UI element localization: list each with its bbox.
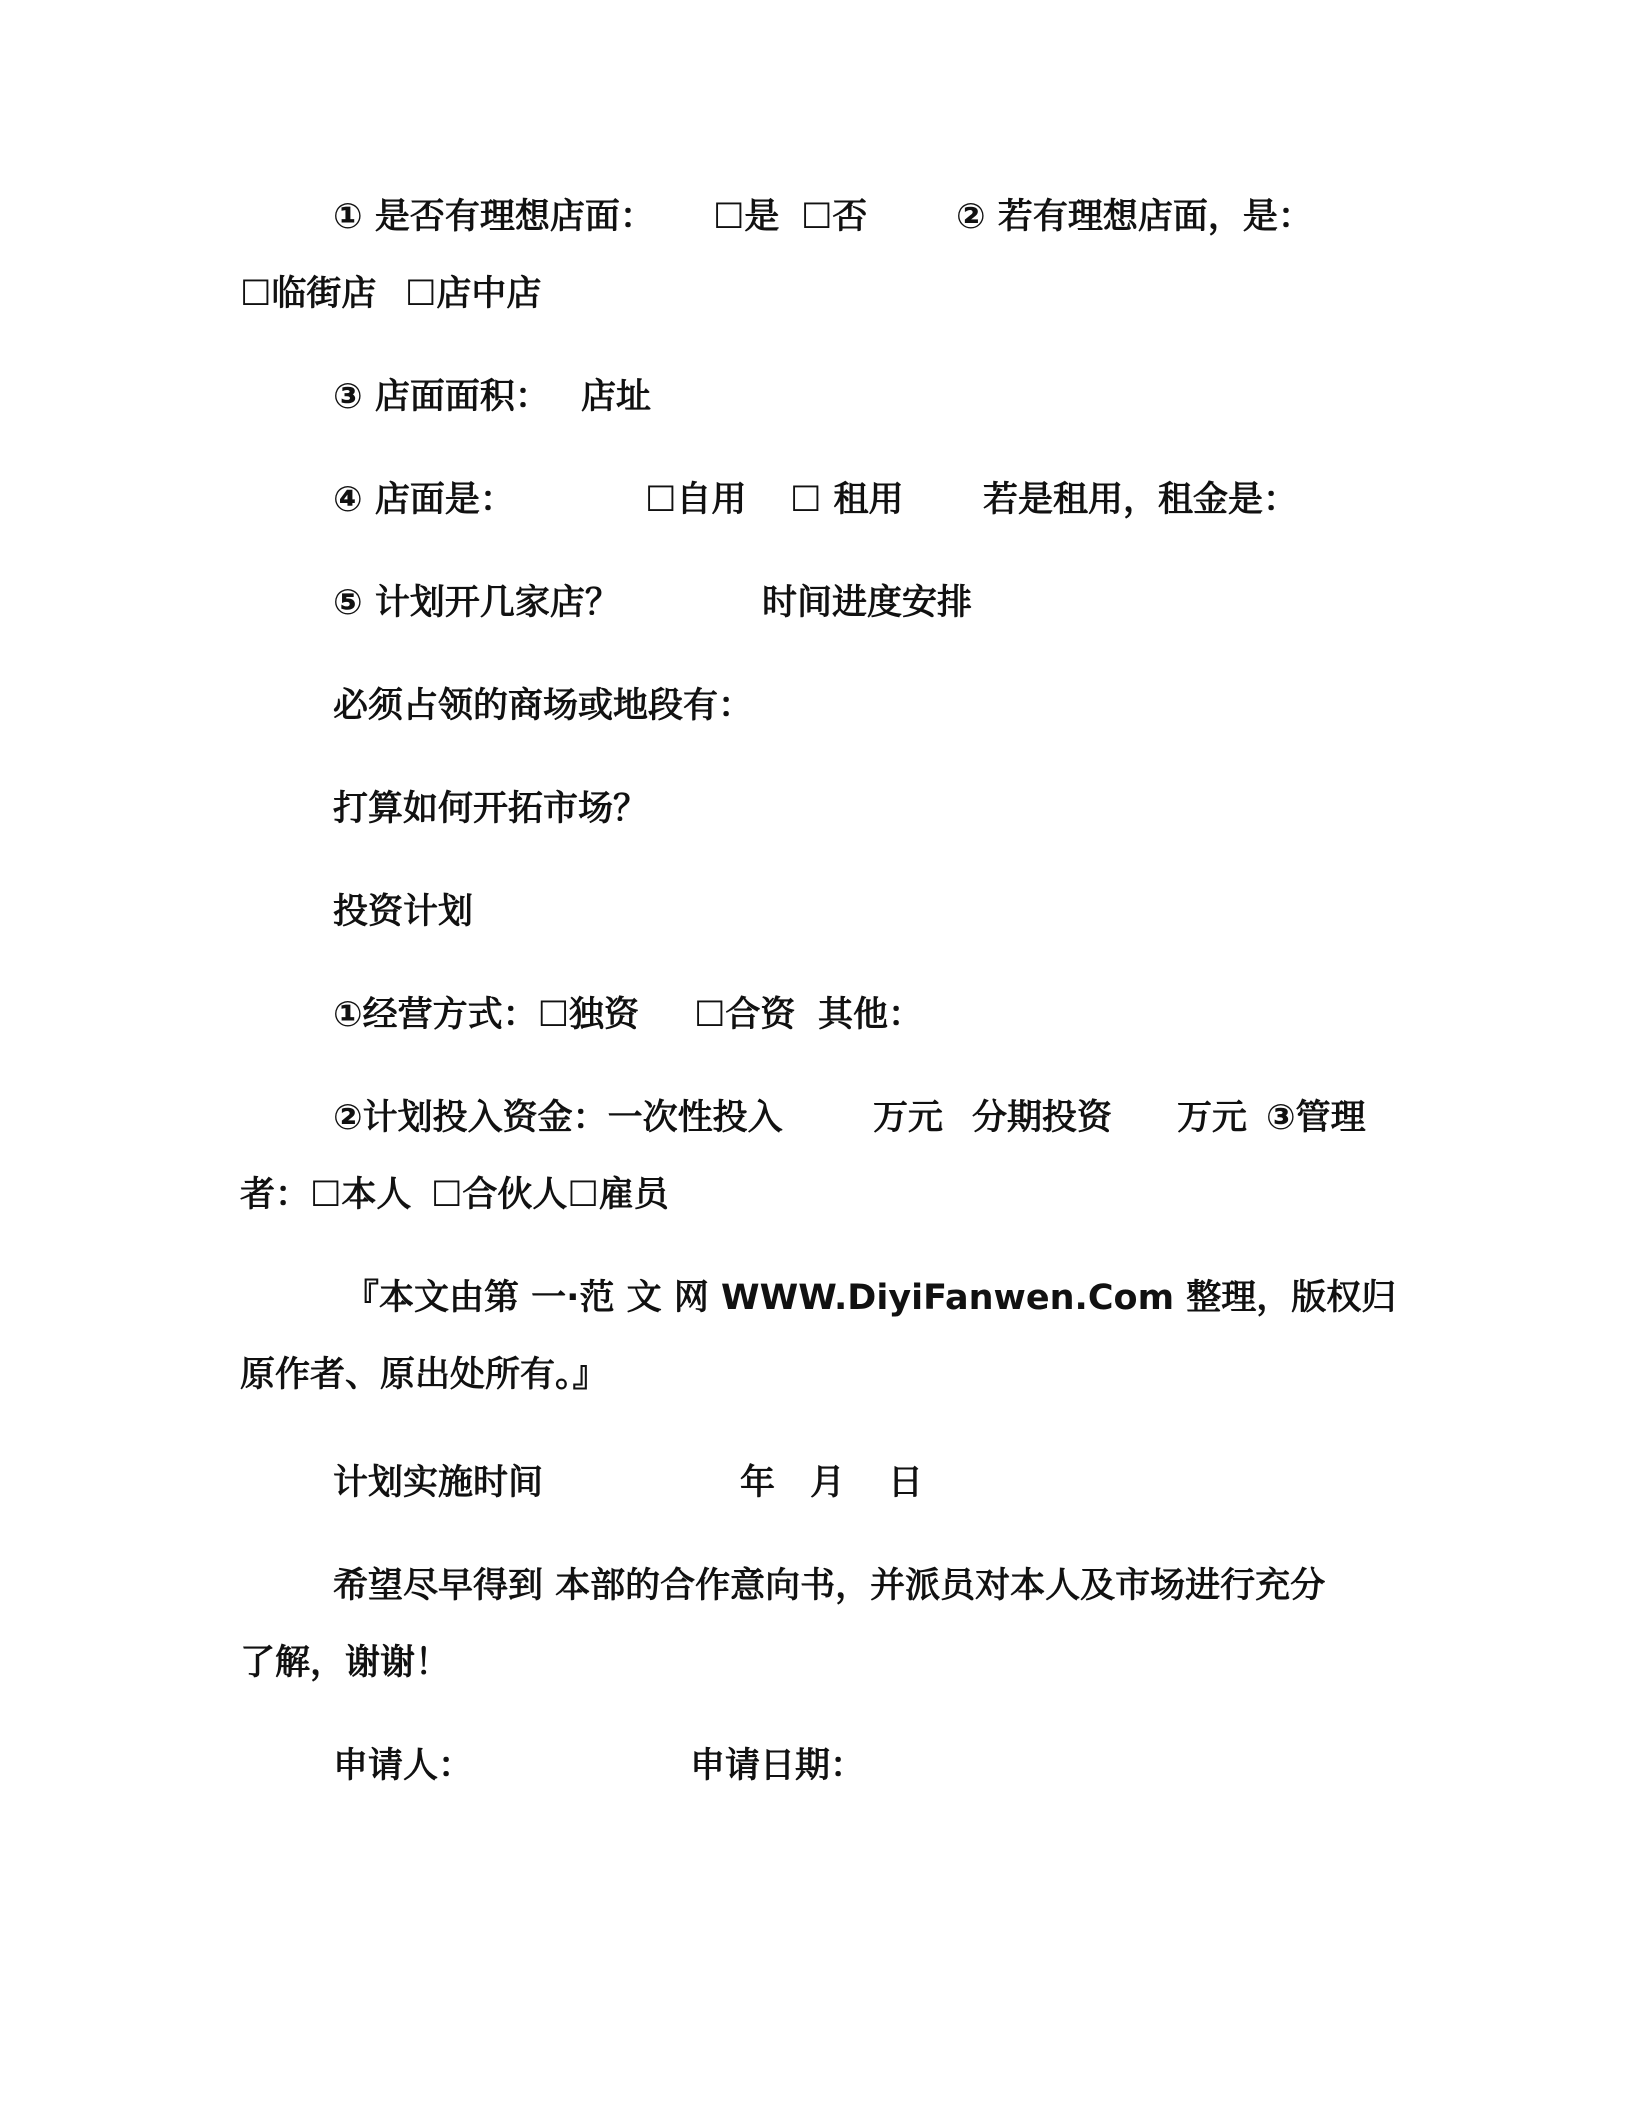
other-label: 其他： (818, 995, 924, 1035)
application-date-label: 申请日期： (690, 1746, 866, 1786)
implementation-label: 计划实施时间 (333, 1463, 544, 1503)
option-rent[interactable]: ☐ 租用 (790, 480, 904, 520)
target-locations-text: 必须占领的商场或地段有： (333, 686, 754, 726)
line-target-locations (333, 684, 753, 728)
option-own-use[interactable]: ☐自用 (645, 480, 747, 520)
rent-label: 若是租用，租金是： (983, 480, 1299, 520)
manager-self-option[interactable]: 者：☐本人 (240, 1175, 412, 1215)
line-operation-mode (0, 993, 1632, 1037)
year-label: 年 (740, 1463, 776, 1503)
investment-plan-heading: 投资计划 (333, 892, 474, 932)
closing-thanks-text: 了解，谢谢！ (240, 1643, 451, 1683)
q3-label: ③ 店面面积： (333, 377, 550, 417)
line-store-type (0, 272, 1632, 316)
unit-wan-yuan-1: 万元 (873, 1098, 944, 1138)
day-label: 日 (888, 1463, 924, 1503)
option-partner-employee[interactable]: ☐合伙人☐雇员 (431, 1175, 669, 1215)
closing-request-text: 希望尽早得到 本部的合作意向书，并派员对本人及市场进行充分 (333, 1566, 1326, 1606)
line-store-count (0, 581, 1632, 625)
schedule-label: 时间进度安排 (762, 583, 973, 623)
q1-label: ① 是否有理想店面： (333, 197, 655, 237)
month-label: 月 (810, 1463, 846, 1503)
line-store-area (0, 375, 1632, 419)
line-signature (0, 1744, 1632, 1788)
line-implementation-date (0, 1461, 1632, 1505)
operation-mode-label[interactable]: ①经营方式：☐独资 (333, 995, 640, 1035)
option-joint-venture[interactable]: ☐合资 (694, 995, 796, 1035)
option-street-store[interactable]: ☐临街店 (240, 274, 377, 314)
address-label: 店址 (581, 377, 652, 417)
applicant-label: 申请人： (333, 1746, 474, 1786)
installment-label: 分期投资 (972, 1098, 1113, 1138)
line-closing-thanks (240, 1641, 450, 1685)
option-store-in-store[interactable]: ☐店中店 (405, 274, 542, 314)
line-store-ownership (0, 478, 1632, 522)
line-storefront-question (0, 195, 1632, 239)
option-no[interactable]: ☐否 (801, 197, 868, 237)
line-source-notice (344, 1276, 1396, 1320)
q4-label: ④ 店面是： (333, 480, 515, 520)
market-plan-text: 打算如何开拓市场？ (333, 789, 649, 829)
q2-label: ② 若有理想店面，是： (956, 197, 1313, 237)
line-manager-options (0, 1173, 1632, 1217)
unit-wan-yuan-2: 万元 (1177, 1098, 1248, 1138)
line-source-notice-cont (240, 1353, 608, 1397)
q5-label: ⑤ 计划开几家店？ (333, 583, 620, 623)
source-notice-cont-text: 原作者、原出处所有。』 (240, 1355, 608, 1395)
manager-label: ③管理 (1266, 1098, 1366, 1138)
line-investment-plan (333, 890, 473, 934)
line-investment-funds (0, 1096, 1632, 1140)
fund-label: ②计划投入资金：一次性投入 (333, 1098, 783, 1138)
source-notice-text: 『本文由第 一·范 文 网 WWW.DiyiFanwen.Com 整理，版权归 (344, 1278, 1397, 1318)
line-market-plan (333, 787, 648, 831)
option-yes[interactable]: ☐是 (713, 197, 780, 237)
line-closing-request (333, 1564, 1325, 1608)
